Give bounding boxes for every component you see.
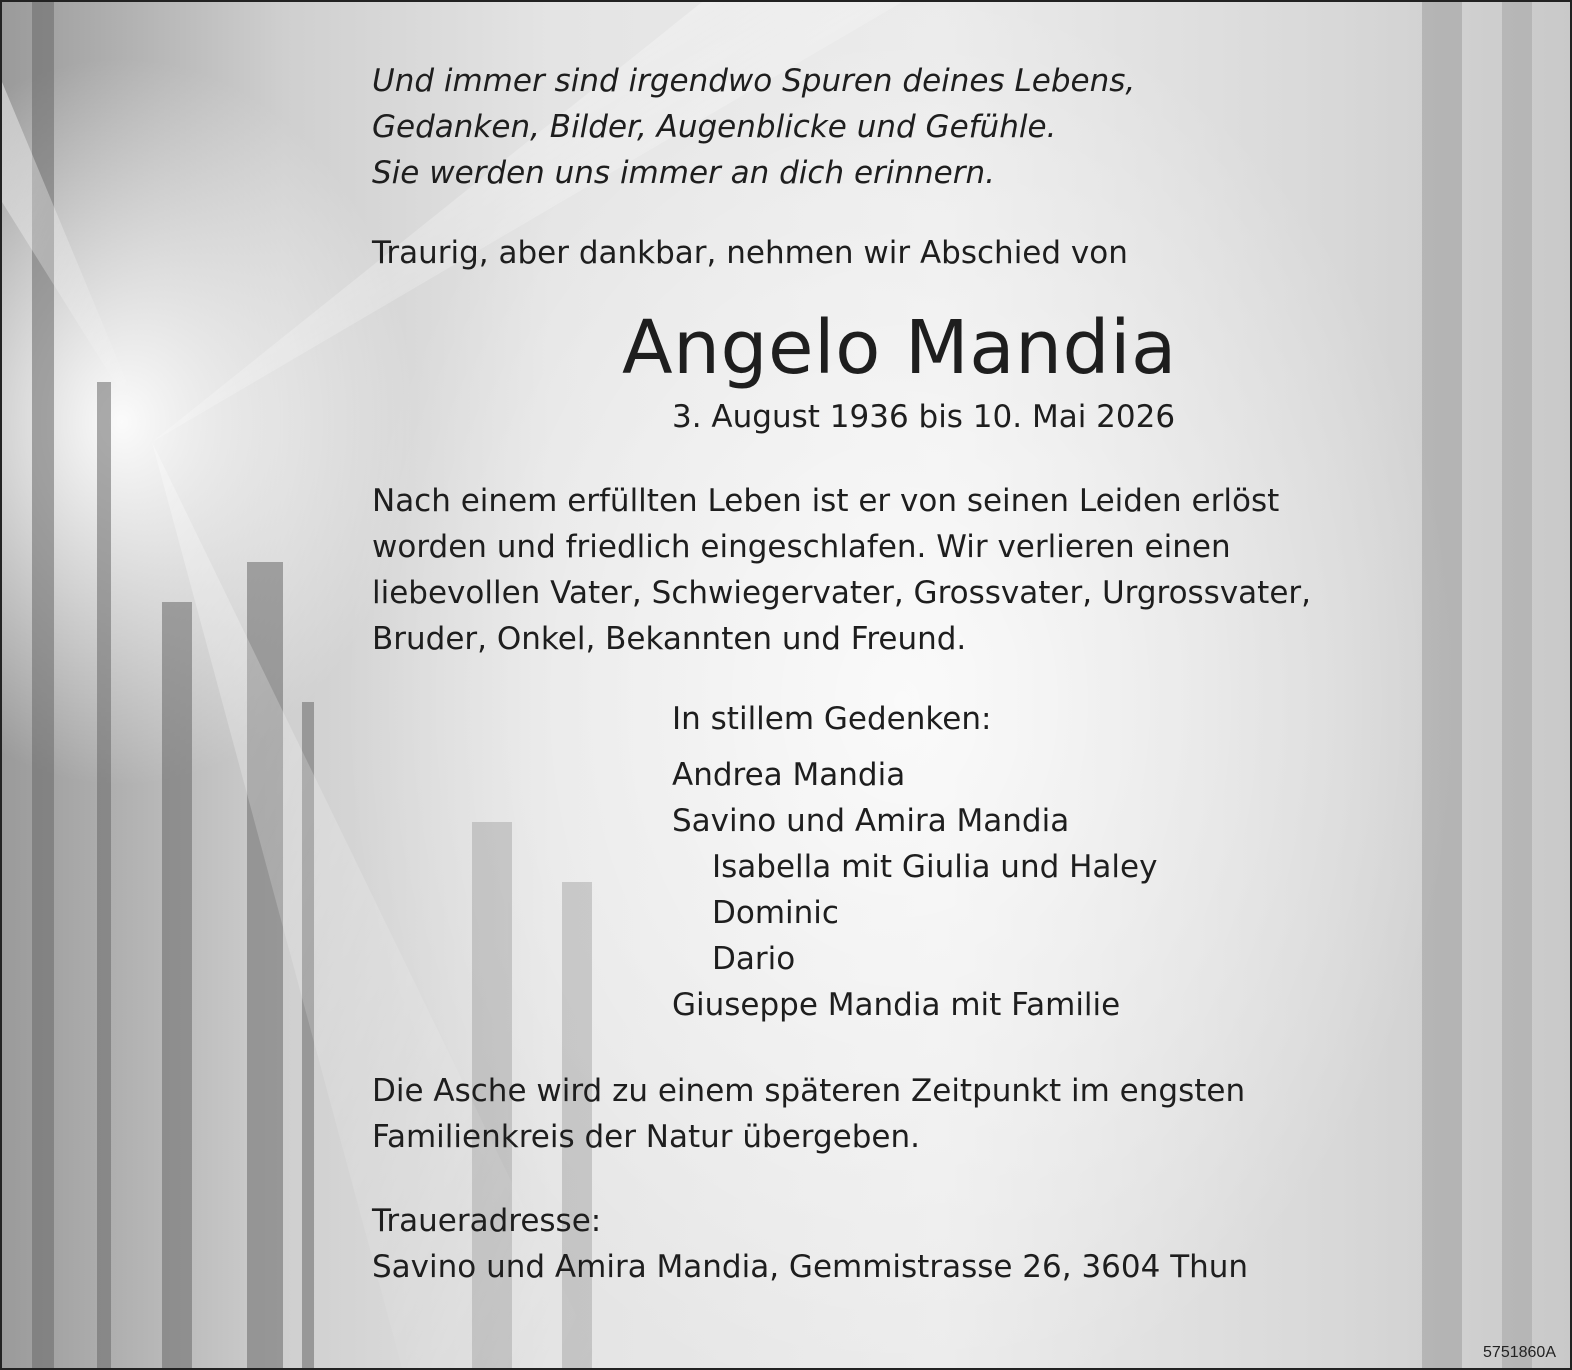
body-line: liebevollen Vater, Schwiegervater, Grossvater, Urgrossvater,: [372, 575, 1312, 611]
obituary-text: [372, 58, 1492, 1290]
verse-line: Sie werden uns immer an dich erinnern.: [372, 155, 995, 191]
mourners-list: [672, 752, 1492, 1028]
mourner-item: Dominic: [712, 895, 839, 931]
mourners-section: [672, 696, 1492, 1028]
ashes-line: Die Asche wird zu einem späteren Zeitpunkt im engsten: [372, 1073, 1246, 1109]
mourner-item: Savino und Amira Mandia: [672, 803, 1070, 839]
ad-code: 5751860A: [1483, 1344, 1556, 1361]
verse-line: Gedanken, Bilder, Augenblicke und Gefühle.: [372, 109, 1057, 145]
body-paragraph: [372, 478, 1492, 662]
deceased-name: Angelo Mandia: [622, 305, 1177, 391]
mourner-item: Isabella mit Giulia und Haley: [712, 849, 1158, 885]
life-dates: 3. August 1936 bis 10. Mai 2026: [672, 399, 1176, 435]
body-line: Nach einem erfüllten Leben ist er von seinen Leiden erlöst: [372, 483, 1280, 519]
address-label: Traueradresse:: [372, 1203, 602, 1239]
mourner-item: Giuseppe Mandia mit Familie: [672, 987, 1121, 1023]
intro-text: Traurig, aber dankbar, nehmen wir Abschied von: [372, 235, 1128, 271]
verse: [372, 58, 1492, 196]
mourning-address: [372, 1198, 1492, 1290]
address-text: Savino und Amira Mandia, Gemmistrasse 26, 3604 Thun: [372, 1249, 1249, 1285]
ashes-line: Familienkreis der Natur übergeben.: [372, 1119, 920, 1155]
ashes-note: [372, 1068, 1492, 1160]
mourner-item: Dario: [712, 941, 796, 977]
body-line: worden und friedlich eingeschlafen. Wir verlieren einen: [372, 529, 1231, 565]
mourners-heading: In stillem Gedenken:: [672, 701, 992, 737]
verse-line: Und immer sind irgendwo Spuren deines Lebens,: [372, 63, 1136, 99]
mourner-item: Andrea Mandia: [672, 757, 906, 793]
body-line: Bruder, Onkel, Bekannten und Freund.: [372, 621, 967, 657]
